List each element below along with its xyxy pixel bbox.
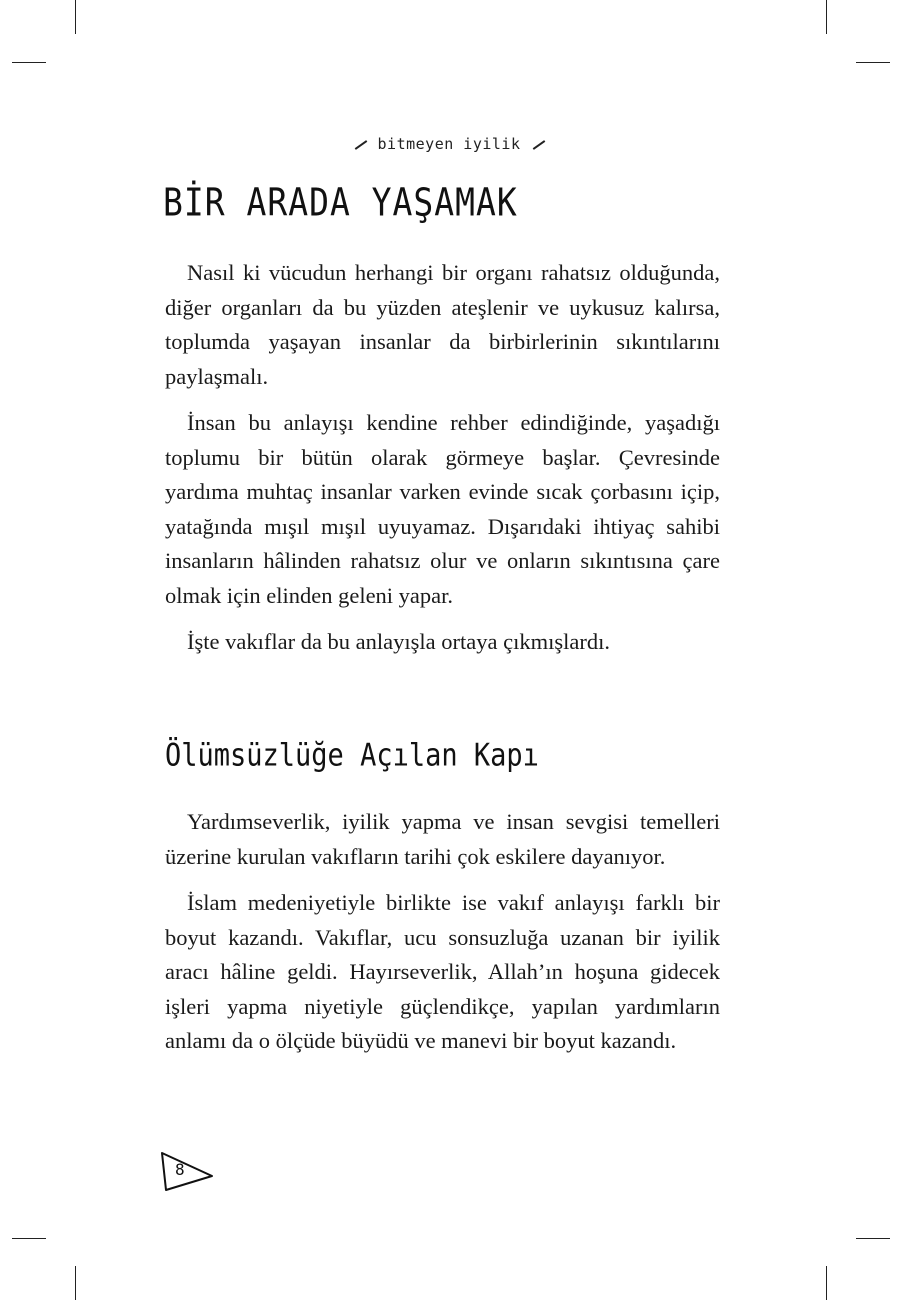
crop-mark-bottom-right (826, 1266, 827, 1300)
page-number-badge (158, 1150, 218, 1194)
crop-mark-top-left (75, 0, 76, 34)
section1-body (165, 256, 720, 672)
running-head-text: bitmeyen iyilik (377, 135, 521, 153)
crop-mark-top-left-h (12, 62, 46, 63)
section2-body (165, 805, 720, 1071)
subsection-title: Ölümsüzlüğe Açılan Kapı (165, 738, 539, 774)
crop-mark-top-right-h (856, 62, 890, 63)
paragraph: Nasıl ki vücudun herhangi bir organı rahatsız olduğunda, diğer organları da bu yüzden ateşlenir ve uykusuz kalırsa, toplumda yaşayan insanlar da birbirlerinin sıkıntılarını paylaşmalı. (165, 260, 720, 389)
running-head (0, 135, 900, 153)
pennant-icon (158, 1150, 218, 1194)
slash-right-icon (533, 140, 546, 150)
paragraph: İşte vakıflar da bu anlayışla ortaya çıkmışlardı. (187, 629, 610, 654)
crop-mark-bottom-left (75, 1266, 76, 1300)
paragraph: İnsan bu anlayışı kendine rehber edindiğinde, yaşadığı toplumu bir bütün olarak görmeye başlar. Çevresinde yardıma muhtaç insanlar varken evinde sıcak çorbasını içip, yatağında mışıl mışıl uyuyamaz. Dışarıdaki ihtiyaç sahibi insanların hâlinden rahatsız olur ve onların sıkıntısına çare olmak için elinden geleni yapar. (165, 410, 720, 608)
crop-mark-top-right (826, 0, 827, 34)
page-number: 8 (175, 1160, 185, 1179)
slash-left-icon (354, 140, 367, 150)
section-title: BİR ARADA YAŞAMAK (163, 180, 518, 225)
crop-mark-bottom-left-h (12, 1238, 46, 1239)
paragraph: İslam medeniyetiyle birlikte ise vakıf anlayışı farklı bir boyut kazandı. Vakıflar, ucu sonsuzluğa uzanan bir iyilik aracı hâline geldi. Hayırseverlik, Allah’ın hoşuna gidecek işleri yapma niyetiyle güçlendikçe, yapılan yardımların anlamı da o ölçüde büyüdü ve manevi bir boyut kazandı. (165, 890, 720, 1053)
paragraph: Yardımseverlik, iyilik yapma ve insan sevgisi temelleri üzerine kurulan vakıfların tarihi çok eskilere dayanıyor. (165, 809, 720, 869)
crop-mark-bottom-right-h (856, 1238, 890, 1239)
